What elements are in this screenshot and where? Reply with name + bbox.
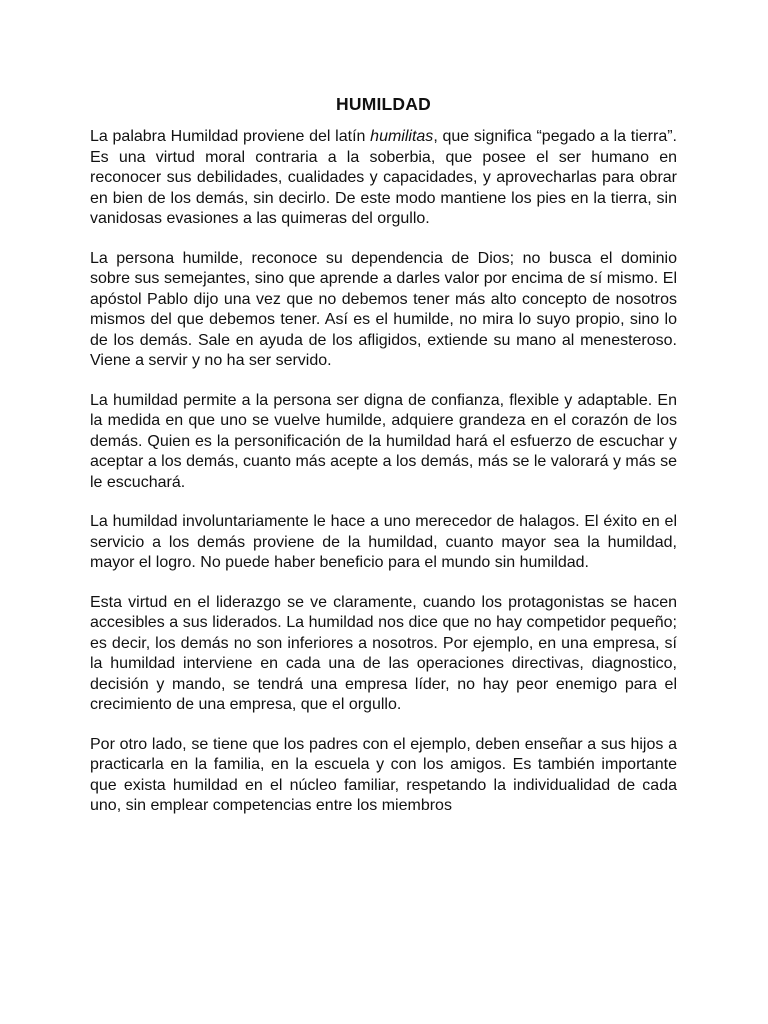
paragraph-4: La humildad involuntariamente le hace a uno merecedor de halagos. El éxito en el servicio a los demás proviene de la humildad, cuanto mayor sea la humildad, mayor el logro. No puede haber beneficio para el mundo sin humildad. bbox=[90, 513, 677, 571]
paragraph-2: La persona humilde, reconoce su dependencia de Dios; no busca el dominio sobre sus semejantes, sino que aprende a darles valor por encima de sí mismo. El apóstol Pablo dijo una vez que no debemos tener más alto concepto de nosotros mismos del que debemos tener. Así es el humilde, no mira lo suyo propio, sino lo de los demás. Sale en ayuda de los afligidos, extiende su mano al menesteroso. Viene a servir y no ha ser servido. bbox=[90, 249, 677, 369]
paragraph-5: Esta virtud en el liderazgo se ve claramente, cuando los protagonistas se hacen accesibles a sus liderados. La humildad nos dice que no hay competidor pequeño; es decir, los demás no son inferiores a nosotros. Por ejemplo, en una empresa, sí la humildad interviene en cada una de las operaciones directivas, diagnostico, decisión y mando, se tendrá una empresa líder, no hay peor enemigo para el crecimiento de una empresa, que el orgullo. bbox=[90, 593, 677, 713]
document-title: HUMILDAD bbox=[336, 94, 431, 114]
latin-term: humilitas bbox=[370, 128, 434, 145]
paragraph-1-text-start: La palabra Humildad proviene del latín bbox=[90, 128, 371, 145]
paragraph-1-text-end: , que significa “pegado a la tierra”. Es una virtud moral contraria a la soberbia, que posee el ser humano en reconocer sus debilidades, cualidades y capacidades, y aprovecharlas para obrar en bien de los demás, sin decirlo. De este modo mantiene los pies en la tierra, sin vanidosas evasiones a las quimeras del orgullo. bbox=[90, 128, 677, 227]
paragraph-1 bbox=[90, 127, 677, 230]
document-page bbox=[90, 93, 677, 836]
paragraph-6: Por otro lado, se tiene que los padres con el ejemplo, deben enseñar a sus hijos a practicarla en la familia, en la escuela y con los amigos. Es también importante que exista humildad en el núcleo familiar, respetando la individualidad de cada uno, sin emplear competencias entre los miembros bbox=[90, 735, 677, 814]
paragraph-3: La humildad permite a la persona ser digna de confianza, flexible y adaptable. En la medida en que uno se vuelve humilde, adquiere grandeza en el corazón de los demás. Quien es la personificación de la humildad hará el esfuerzo de escuchar y aceptar a los demás, cuanto más acepte a los demás, más se le valorará y más se le escuchará. bbox=[90, 391, 677, 491]
